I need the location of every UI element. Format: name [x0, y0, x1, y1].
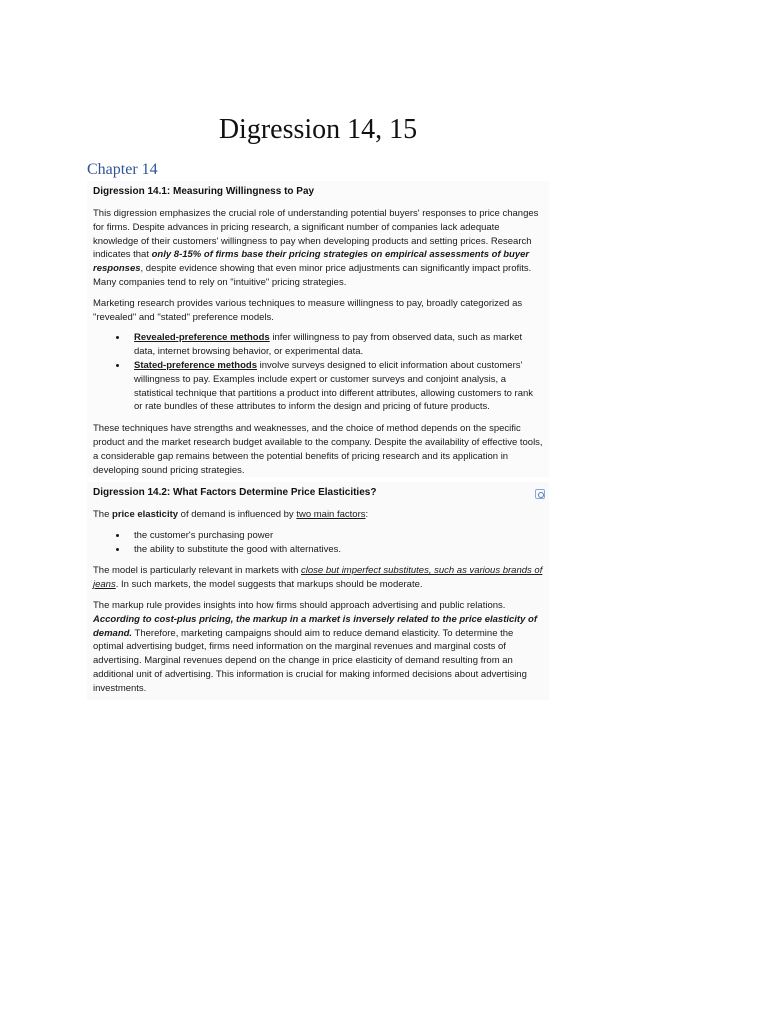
- list-item: • the customer's purchasing power: [128, 529, 544, 543]
- emphasis-statistic: only 8-15% of firms base their pricing strategies on empirical assessments of buyer responses: [93, 249, 530, 275]
- chapter-heading: Chapter 14: [87, 161, 158, 178]
- term-revealed: Revealed-preference methods: [134, 332, 270, 344]
- example-substitutes: close but imperfect substitutes, such as various brands of jeans: [93, 565, 543, 591]
- digression-14-2-screenshot: [87, 482, 549, 700]
- emphasis-cost-plus: According to cost-plus pricing, the markup in a market is inversely related to the price elasticity of demand.: [93, 613, 537, 639]
- paragraph-elasticity: The price elasticity of demand is influenced by two main factors:: [93, 509, 369, 520]
- paragraph-intro: This digression emphasizes the crucial role of understanding potential buyers' responses to price changes for firms. Despite advances in pricing research, a significant number of companies lack adequate knowledge of their customers' willingness to pay when developing products and setting prices. Research indicates that only 8-15% of firms base their pricing strategies on empirical assessments of buyer responses, despite evidence showing that even minor price adjustments can significantly impact profits. Many companies tend to rely on "intuitive" pricing strategies.: [93, 208, 539, 288]
- list-item: • Stated-preference methods involve surveys designed to elicit information about customers' willingness to pay. Examples include expert or customer surveys and conjoint analysis, a statistical technique that partitions a product into different attributes, allowing customers to rank or rate bundles of these attributes to inform the design and pricing of future products.: [128, 359, 544, 414]
- page-title: Digression 14, 15: [218, 114, 418, 145]
- methods-list: [93, 331, 544, 414]
- paragraph-techniques: Marketing research provides various techniques to measure willingness to pay, broadly categorized as "revealed" and "stated" preference models.: [93, 297, 523, 323]
- list-item: • Revealed-preference methods infer willingness to pay from observed data, such as market data, internet browsing behavior, or experimental data.: [128, 331, 544, 359]
- expand-icon[interactable]: [535, 489, 545, 499]
- section-heading-14-2: Digression 14.2: What Factors Determine Price Elasticities?: [93, 487, 377, 498]
- paragraph-conclusion: These techniques have strengths and weaknesses, and the choice of method depends on the specific product and the market research budget available to the company. Despite the availability of effective tools, a considerable gap remains between the potential benefits of pricing research and its application in developing sound pricing strategies.: [93, 423, 543, 476]
- term-stated: Stated-preference methods: [134, 359, 258, 371]
- paragraph-markup-rule: The markup rule provides insights into how firms should approach advertising and public relations. According to cost-plus pricing, the markup in a market is inversely related to the price elasticity of demand. Therefore, marketing campaigns should aim to reduce demand elasticity. To determine the optimal advertising budget, firms need information on the marginal revenues and marginal costs of advertising. Marginal revenues depend on the change in price elasticity of demand resulting from an additional unit of advertising. This information is crucial for making informed decisions about advertising investments.: [93, 599, 537, 694]
- paragraph-model: The model is particularly relevant in markets with close but imperfect substitutes, such as various brands of jeans. In such markets, the model suggests that markups should be moderate.: [93, 565, 543, 591]
- section-heading-14-1: Digression 14.1: Measuring Willingness to Pay: [93, 186, 315, 197]
- digression-14-1-screenshot: [87, 181, 549, 477]
- list-item: • the ability to substitute the good with alternatives.: [128, 543, 544, 557]
- factors-list: [93, 529, 544, 557]
